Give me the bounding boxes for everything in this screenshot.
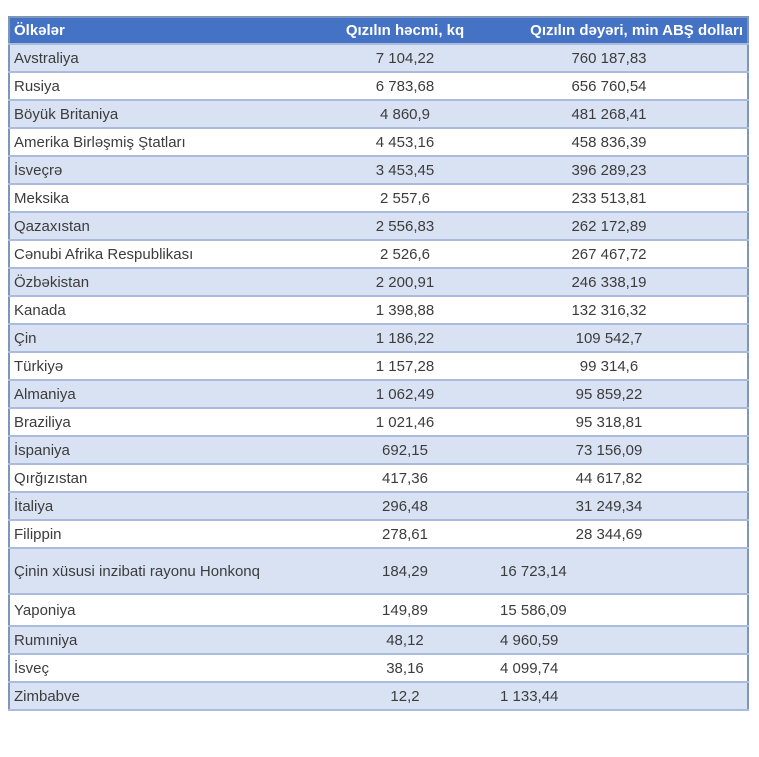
volume-cell: 1 186,22 <box>339 324 471 352</box>
country-cell: Braziliya <box>9 408 339 436</box>
country-cell: Zimbabve <box>9 682 339 710</box>
volume-cell: 6 783,68 <box>339 72 471 100</box>
value-cell: 99 314,6 <box>471 352 748 380</box>
volume-cell: 2 526,6 <box>339 240 471 268</box>
volume-cell: 692,15 <box>339 436 471 464</box>
col-header-value: Qızılın dəyəri, min ABŞ dolları <box>471 17 748 44</box>
country-cell: İsveçrə <box>9 156 339 184</box>
volume-cell: 296,48 <box>339 492 471 520</box>
country-cell: İsveç <box>9 654 339 682</box>
table-row <box>9 324 748 352</box>
volume-cell: 1 021,46 <box>339 408 471 436</box>
table-row <box>9 594 748 626</box>
volume-cell: 7 104,22 <box>339 44 471 72</box>
table-row <box>9 548 748 594</box>
volume-cell: 4 860,9 <box>339 100 471 128</box>
table-row <box>9 100 748 128</box>
table-row <box>9 268 748 296</box>
volume-cell: 12,2 <box>339 682 471 710</box>
country-cell: İspaniya <box>9 436 339 464</box>
value-cell: 760 187,83 <box>471 44 748 72</box>
col-header-country: Ölkələr <box>9 17 339 44</box>
table-row <box>9 654 748 682</box>
table-row <box>9 240 748 268</box>
country-cell: Avstraliya <box>9 44 339 72</box>
country-cell: Filippin <box>9 520 339 548</box>
value-cell: 28 344,69 <box>471 520 748 548</box>
value-cell: 458 836,39 <box>471 128 748 156</box>
table-row <box>9 212 748 240</box>
country-cell: Rusiya <box>9 72 339 100</box>
table-row <box>9 492 748 520</box>
country-cell: Meksika <box>9 184 339 212</box>
volume-cell: 3 453,45 <box>339 156 471 184</box>
volume-cell: 1 398,88 <box>339 296 471 324</box>
value-cell: 246 338,19 <box>471 268 748 296</box>
country-cell: Qırğızıstan <box>9 464 339 492</box>
country-cell: Çin <box>9 324 339 352</box>
table-row <box>9 44 748 72</box>
value-cell: 95 859,22 <box>471 380 748 408</box>
table-row <box>9 296 748 324</box>
value-cell: 481 268,41 <box>471 100 748 128</box>
gold-reserves-table <box>8 16 749 711</box>
country-cell: Almaniya <box>9 380 339 408</box>
table-row <box>9 464 748 492</box>
volume-cell: 1 157,28 <box>339 352 471 380</box>
value-cell: 31 249,34 <box>471 492 748 520</box>
table-row <box>9 128 748 156</box>
table-row <box>9 520 748 548</box>
country-cell: Qazaxıstan <box>9 212 339 240</box>
value-cell: 132 316,32 <box>471 296 748 324</box>
value-cell: 4 099,74 <box>471 654 748 682</box>
table-row <box>9 184 748 212</box>
value-cell: 233 513,81 <box>471 184 748 212</box>
country-cell: Yaponiya <box>9 594 339 626</box>
country-cell: Özbəkistan <box>9 268 339 296</box>
volume-cell: 2 557,6 <box>339 184 471 212</box>
table-row <box>9 380 748 408</box>
volume-cell: 38,16 <box>339 654 471 682</box>
country-cell: Böyük Britaniya <box>9 100 339 128</box>
volume-cell: 2 200,91 <box>339 268 471 296</box>
country-cell: Çinin xüsusi inzibati rayonu Honkonq <box>9 548 339 594</box>
gold-reserves-table-container <box>8 16 749 711</box>
volume-cell: 48,12 <box>339 626 471 654</box>
country-cell: Türkiyə <box>9 352 339 380</box>
value-cell: 44 617,82 <box>471 464 748 492</box>
value-cell: 4 960,59 <box>471 626 748 654</box>
volume-cell: 149,89 <box>339 594 471 626</box>
table-header-row <box>9 17 748 44</box>
value-cell: 267 467,72 <box>471 240 748 268</box>
col-header-volume: Qızılın həcmi, kq <box>339 17 471 44</box>
country-cell: Amerika Birləşmiş Ştatları <box>9 128 339 156</box>
table-row <box>9 72 748 100</box>
country-cell: Rumıniya <box>9 626 339 654</box>
table-row <box>9 352 748 380</box>
value-cell: 396 289,23 <box>471 156 748 184</box>
value-cell: 1 133,44 <box>471 682 748 710</box>
table-row <box>9 626 748 654</box>
country-cell: Kanada <box>9 296 339 324</box>
volume-cell: 4 453,16 <box>339 128 471 156</box>
value-cell: 262 172,89 <box>471 212 748 240</box>
value-cell: 15 586,09 <box>471 594 748 626</box>
volume-cell: 278,61 <box>339 520 471 548</box>
table-row <box>9 408 748 436</box>
value-cell: 95 318,81 <box>471 408 748 436</box>
volume-cell: 1 062,49 <box>339 380 471 408</box>
value-cell: 16 723,14 <box>471 548 748 594</box>
table-row <box>9 682 748 710</box>
value-cell: 73 156,09 <box>471 436 748 464</box>
value-cell: 656 760,54 <box>471 72 748 100</box>
table-row <box>9 436 748 464</box>
country-cell: İtaliya <box>9 492 339 520</box>
table-row <box>9 156 748 184</box>
volume-cell: 417,36 <box>339 464 471 492</box>
volume-cell: 184,29 <box>339 548 471 594</box>
value-cell: 109 542,7 <box>471 324 748 352</box>
volume-cell: 2 556,83 <box>339 212 471 240</box>
country-cell: Cənubi Afrika Respublikası <box>9 240 339 268</box>
